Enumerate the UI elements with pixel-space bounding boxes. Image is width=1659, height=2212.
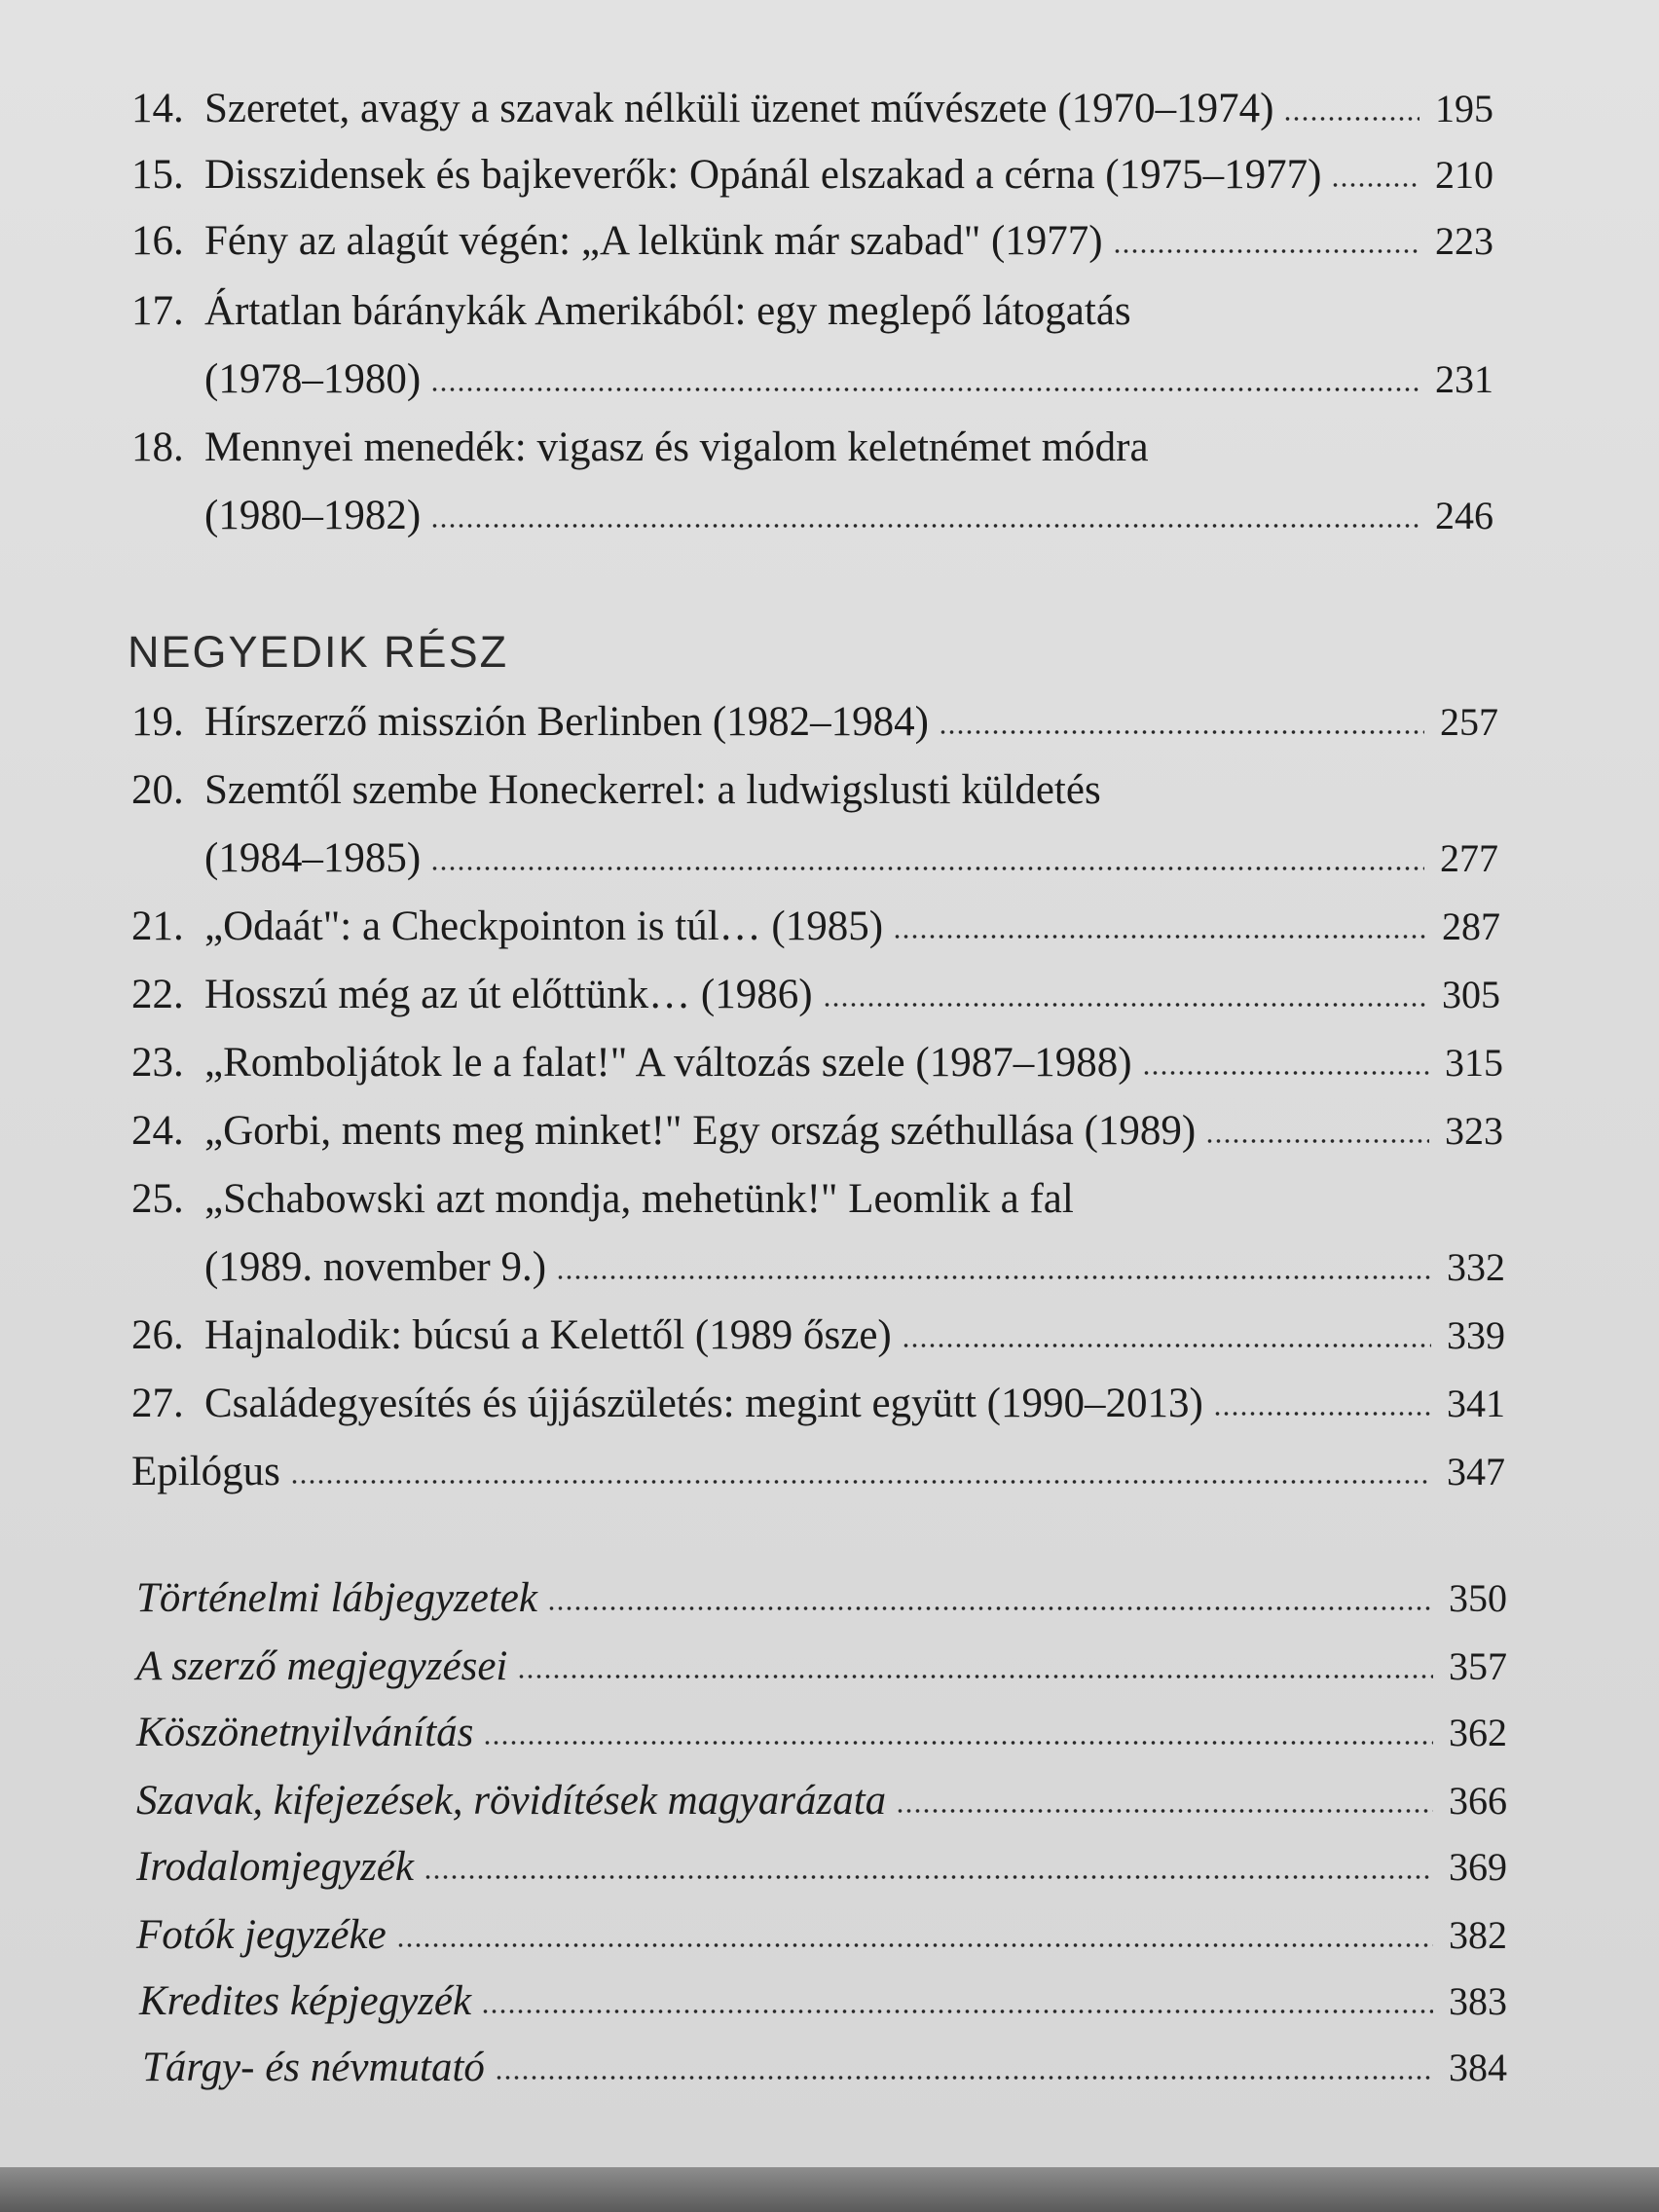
entry-title: Tárgy- és névmutató bbox=[142, 2045, 485, 2090]
dot-leader bbox=[939, 727, 1424, 737]
entry-title: Disszidensek és bajkeverők: Opánál elszakad a cérna (1975–1977) bbox=[204, 152, 1322, 198]
back-matter-entry bbox=[136, 1838, 1507, 1897]
entry-number: 16. bbox=[131, 218, 184, 264]
back-matter-entry bbox=[136, 1569, 1507, 1628]
entry-page-number: 195 bbox=[1435, 87, 1493, 130]
toc-entry-17-continuation bbox=[131, 350, 1493, 409]
entry-title: Fotók jegyzéke bbox=[136, 1912, 387, 1958]
entry-title: „Romboljátok le a falat!" A változás szele (1987–1988) bbox=[204, 1040, 1132, 1086]
dot-leader bbox=[430, 385, 1419, 394]
entry-number: 27. bbox=[131, 1381, 184, 1426]
page-bottom-edge bbox=[0, 2167, 1659, 2212]
entry-page-number: 369 bbox=[1449, 1845, 1507, 1889]
toc-entry-18-continuation bbox=[131, 487, 1493, 545]
toc-entry-27 bbox=[131, 1375, 1505, 1433]
toc-entry-21 bbox=[131, 898, 1500, 956]
dot-leader bbox=[483, 1738, 1433, 1748]
toc-entry-20-continuation bbox=[131, 830, 1498, 888]
entry-title: Hajnalodik: búcsú a Kelettől (1989 ősze) bbox=[204, 1312, 892, 1358]
entry-number: 19. bbox=[131, 699, 184, 745]
entry-number: 20. bbox=[131, 767, 184, 813]
entry-title: Hírszerző misszión Berlinben (1982–1984) bbox=[204, 699, 929, 745]
entry-title: A szerző megjegyzései bbox=[136, 1643, 508, 1689]
entry-page-number: 323 bbox=[1445, 1109, 1503, 1153]
entry-number: 14. bbox=[131, 86, 184, 131]
toc-entry-26 bbox=[131, 1307, 1505, 1365]
entry-title-continuation: (1984–1985) bbox=[204, 835, 422, 881]
entry-page-number: 246 bbox=[1435, 494, 1493, 537]
dot-leader bbox=[430, 864, 1424, 873]
dot-leader bbox=[556, 1272, 1431, 1282]
toc-entry-19 bbox=[131, 693, 1498, 752]
entry-title-continuation: (1978–1980) bbox=[204, 356, 422, 402]
entry-page-number: 287 bbox=[1442, 904, 1500, 948]
entry-page-number: 382 bbox=[1449, 1913, 1507, 1957]
entry-page-number: 366 bbox=[1449, 1779, 1507, 1823]
entry-page-number: 357 bbox=[1449, 1644, 1507, 1688]
entry-number: 18. bbox=[131, 424, 184, 470]
entry-title: Ártatlan báránykák Amerikából: egy meglepő látogatás bbox=[204, 288, 1131, 334]
entry-title: „Gorbi, ments meg minket!" Egy ország széthullása (1989) bbox=[204, 1108, 1197, 1154]
entry-title: Szemtől szembe Honeckerrel: a ludwigslusti küldetés bbox=[204, 767, 1101, 813]
entry-page-number: 384 bbox=[1449, 2046, 1507, 2089]
entry-title: Fény az alagút végén: „A lelkünk már szabad" (1977) bbox=[204, 218, 1103, 264]
entry-page-number: 231 bbox=[1435, 357, 1493, 401]
dot-leader bbox=[290, 1477, 1431, 1487]
toc-entry-24 bbox=[131, 1102, 1503, 1161]
toc-entry-20 bbox=[131, 761, 1498, 820]
entry-page-number: 347 bbox=[1447, 1450, 1505, 1493]
entry-title: Epilógus bbox=[131, 1449, 280, 1494]
entry-title-continuation: (1989. november 9.) bbox=[204, 1244, 547, 1290]
part-heading: NEGYEDIK RÉSZ bbox=[128, 627, 509, 677]
entry-title: Családegyesítés és újjászületés: megint együtt (1990–2013) bbox=[204, 1381, 1203, 1426]
dot-leader bbox=[396, 1940, 1433, 1950]
toc-entry-16 bbox=[131, 212, 1493, 271]
dot-leader bbox=[893, 932, 1426, 941]
dot-leader bbox=[1213, 1409, 1431, 1419]
dot-leader bbox=[517, 1672, 1433, 1681]
entry-page-number: 332 bbox=[1447, 1245, 1505, 1289]
entry-number: 25. bbox=[131, 1176, 184, 1222]
toc-entry-25-continuation bbox=[131, 1238, 1505, 1297]
dot-leader bbox=[424, 1872, 1433, 1882]
back-matter-entry bbox=[136, 1704, 1507, 1762]
entry-page-number: 350 bbox=[1449, 1576, 1507, 1620]
entry-page-number: 315 bbox=[1445, 1041, 1503, 1085]
entry-title: „Schabowski azt mondja, mehetünk!" Leomlik a fal bbox=[204, 1176, 1074, 1222]
toc-entry-23 bbox=[131, 1034, 1503, 1092]
entry-number: 21. bbox=[131, 903, 184, 949]
dot-leader bbox=[1113, 246, 1419, 256]
back-matter-entry bbox=[139, 1972, 1507, 2031]
toc-entry-22 bbox=[131, 966, 1500, 1024]
entry-page-number: 339 bbox=[1447, 1313, 1505, 1357]
dot-leader bbox=[1142, 1068, 1429, 1078]
entry-page-number: 277 bbox=[1440, 836, 1498, 880]
entry-title: „Odaát": a Checkpointon is túl… (1985) bbox=[204, 903, 884, 949]
dot-leader bbox=[430, 521, 1419, 531]
toc-entry-15 bbox=[131, 146, 1493, 204]
entry-page-number: 210 bbox=[1435, 153, 1493, 197]
dot-leader bbox=[1283, 114, 1419, 124]
entry-page-number: 362 bbox=[1449, 1711, 1507, 1754]
toc-entry-18 bbox=[131, 419, 1493, 477]
dot-leader bbox=[1205, 1136, 1429, 1146]
back-matter-entry bbox=[136, 1638, 1507, 1696]
dot-leader bbox=[902, 1341, 1431, 1350]
entry-page-number: 305 bbox=[1442, 973, 1500, 1016]
entry-number: 17. bbox=[131, 288, 184, 334]
entry-number: 15. bbox=[131, 152, 184, 198]
entry-title-continuation: (1980–1982) bbox=[204, 493, 422, 538]
dot-leader bbox=[481, 2007, 1433, 2016]
entry-page-number: 257 bbox=[1440, 700, 1498, 744]
dot-leader bbox=[1331, 180, 1419, 190]
entry-title: Szavak, kifejezések, rövidítések magyarázata bbox=[136, 1778, 887, 1824]
entry-title: Szeretet, avagy a szavak nélküli üzenet művészete (1970–1974) bbox=[204, 86, 1274, 131]
entry-number: 26. bbox=[131, 1312, 184, 1358]
toc-entry-25 bbox=[131, 1170, 1503, 1229]
dot-leader bbox=[896, 1806, 1433, 1816]
entry-page-number: 383 bbox=[1449, 1979, 1507, 2023]
toc-entry-epilogue bbox=[131, 1443, 1505, 1501]
entry-number: 24. bbox=[131, 1108, 184, 1154]
entry-page-number: 341 bbox=[1447, 1382, 1505, 1425]
entry-page-number: 223 bbox=[1435, 219, 1493, 263]
back-matter-entry bbox=[136, 1772, 1507, 1830]
entry-title: Történelmi lábjegyzetek bbox=[136, 1575, 537, 1621]
entry-title: Irodalomjegyzék bbox=[136, 1844, 414, 1890]
dot-leader bbox=[547, 1604, 1433, 1613]
toc-entry-14 bbox=[131, 80, 1493, 138]
entry-title: Mennyei menedék: vigasz és vigalom keletnémet módra bbox=[204, 424, 1149, 470]
back-matter-entry bbox=[136, 1906, 1507, 1965]
dot-leader bbox=[823, 1000, 1426, 1010]
dot-leader bbox=[495, 2073, 1433, 2083]
toc-entry-17 bbox=[131, 282, 1493, 341]
entry-title: Hosszú még az út előttünk… (1986) bbox=[204, 972, 813, 1017]
entry-number: 23. bbox=[131, 1040, 184, 1086]
entry-title: Köszönetnyilvánítás bbox=[136, 1710, 474, 1755]
entry-number: 22. bbox=[131, 972, 184, 1017]
entry-title: Kredites képjegyzék bbox=[139, 1978, 472, 2024]
back-matter-entry bbox=[142, 2039, 1507, 2097]
